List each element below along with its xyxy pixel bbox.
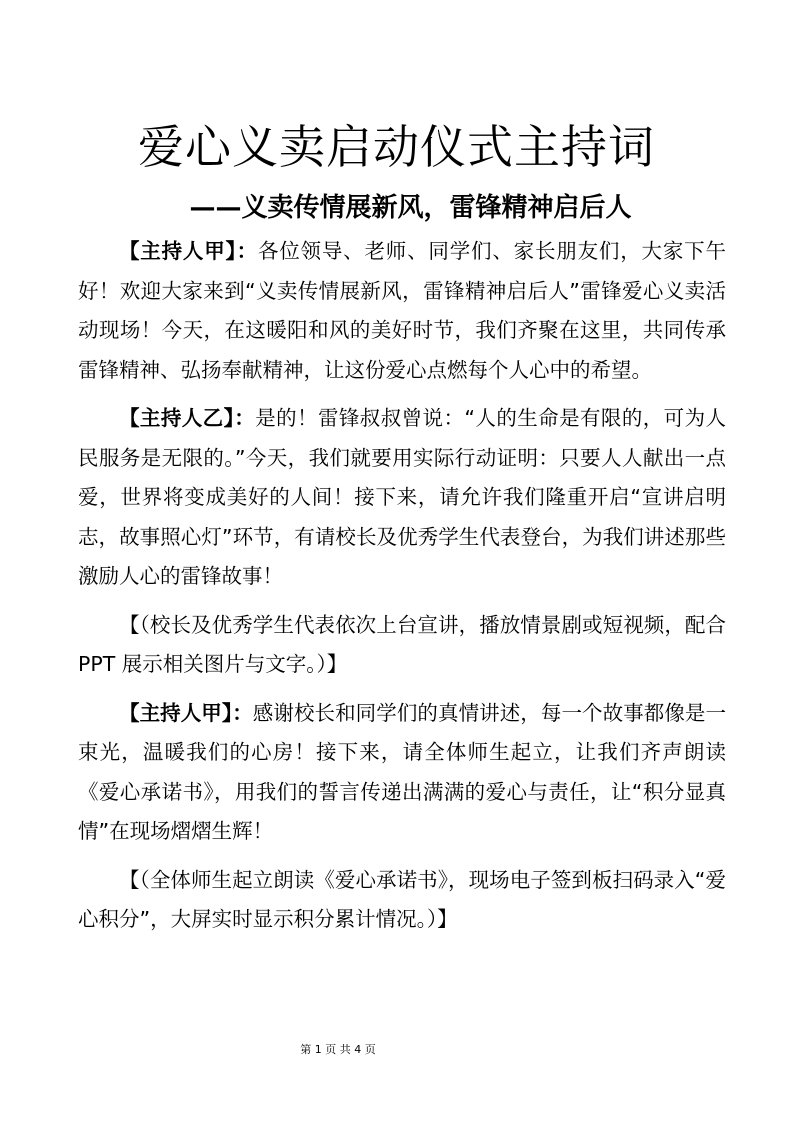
page-subtitle: ——义卖传情展新风，雷锋精神启后人 — [189, 193, 632, 223]
speaker-label: 【主持人甲】： — [119, 700, 253, 725]
paragraph-host-a-pledge — [78, 694, 726, 852]
paragraph-stage-direction-pledge — [78, 861, 726, 940]
paragraph-stage-direction-speech — [78, 606, 726, 685]
page-footer: 第 1 页 共 4 页 — [300, 1043, 376, 1056]
speaker-label: 【主持人甲】： — [119, 239, 258, 263]
body-text — [78, 232, 726, 949]
paragraph-text: 各位领导、老师、同学们、家长朋友们，大家下午好！欢迎大家来到“义卖传情展新风，雷锋精神启后人”雷锋爱心义卖活动现场！今天，在这暖阳和风的美好时节，我们齐聚在这里，共同传承雷锋精神、弘扬奉献精神，让这份爱心点燃每个人心中的希望。 — [78, 239, 726, 382]
paragraph-host-a-welcome — [78, 232, 726, 390]
speaker-label: 【主持人乙】： — [119, 406, 256, 430]
page-title: 爱心义卖启动仪式主持词 — [138, 120, 655, 174]
paragraph-text: 感谢校长和同学们的真情讲述，每一个故事都像是一束光，温暖我们的心房！接下来，请全体师生起立，让我们齐声朗读《爱心承诺书》，用我们的誓言传递出满满的爱心与责任，让“积分显真情”在现场熠熠生辉！ — [78, 700, 727, 843]
paragraph-text: 【（校长及优秀学生代表依次上台宣讲，播放情景剧或短视频，配合 PPT 展示相关图片与文字。）】 — [78, 612, 726, 676]
paragraph-text: 是的！雷锋叔叔曾说：“人的生命是有限的，可为人民服务是无限的。”今天，我们就要用实际行动证明：只要人人献出一点爱，世界将变成美好的人间！接下来，请允许我们隆重开启“宣讲启明志，故事照心灯”环节，有请校长及优秀学生代表登台，为我们讲述那些激励人心的雷锋故事！ — [78, 406, 727, 588]
paragraph-text: 【（全体师生起立朗读《爱心承诺书》，现场电子签到板扫码录入“爱心积分”，大屏实时显示积分累计情况。）】 — [78, 867, 726, 931]
paragraph-host-b-lei-feng — [78, 399, 726, 597]
